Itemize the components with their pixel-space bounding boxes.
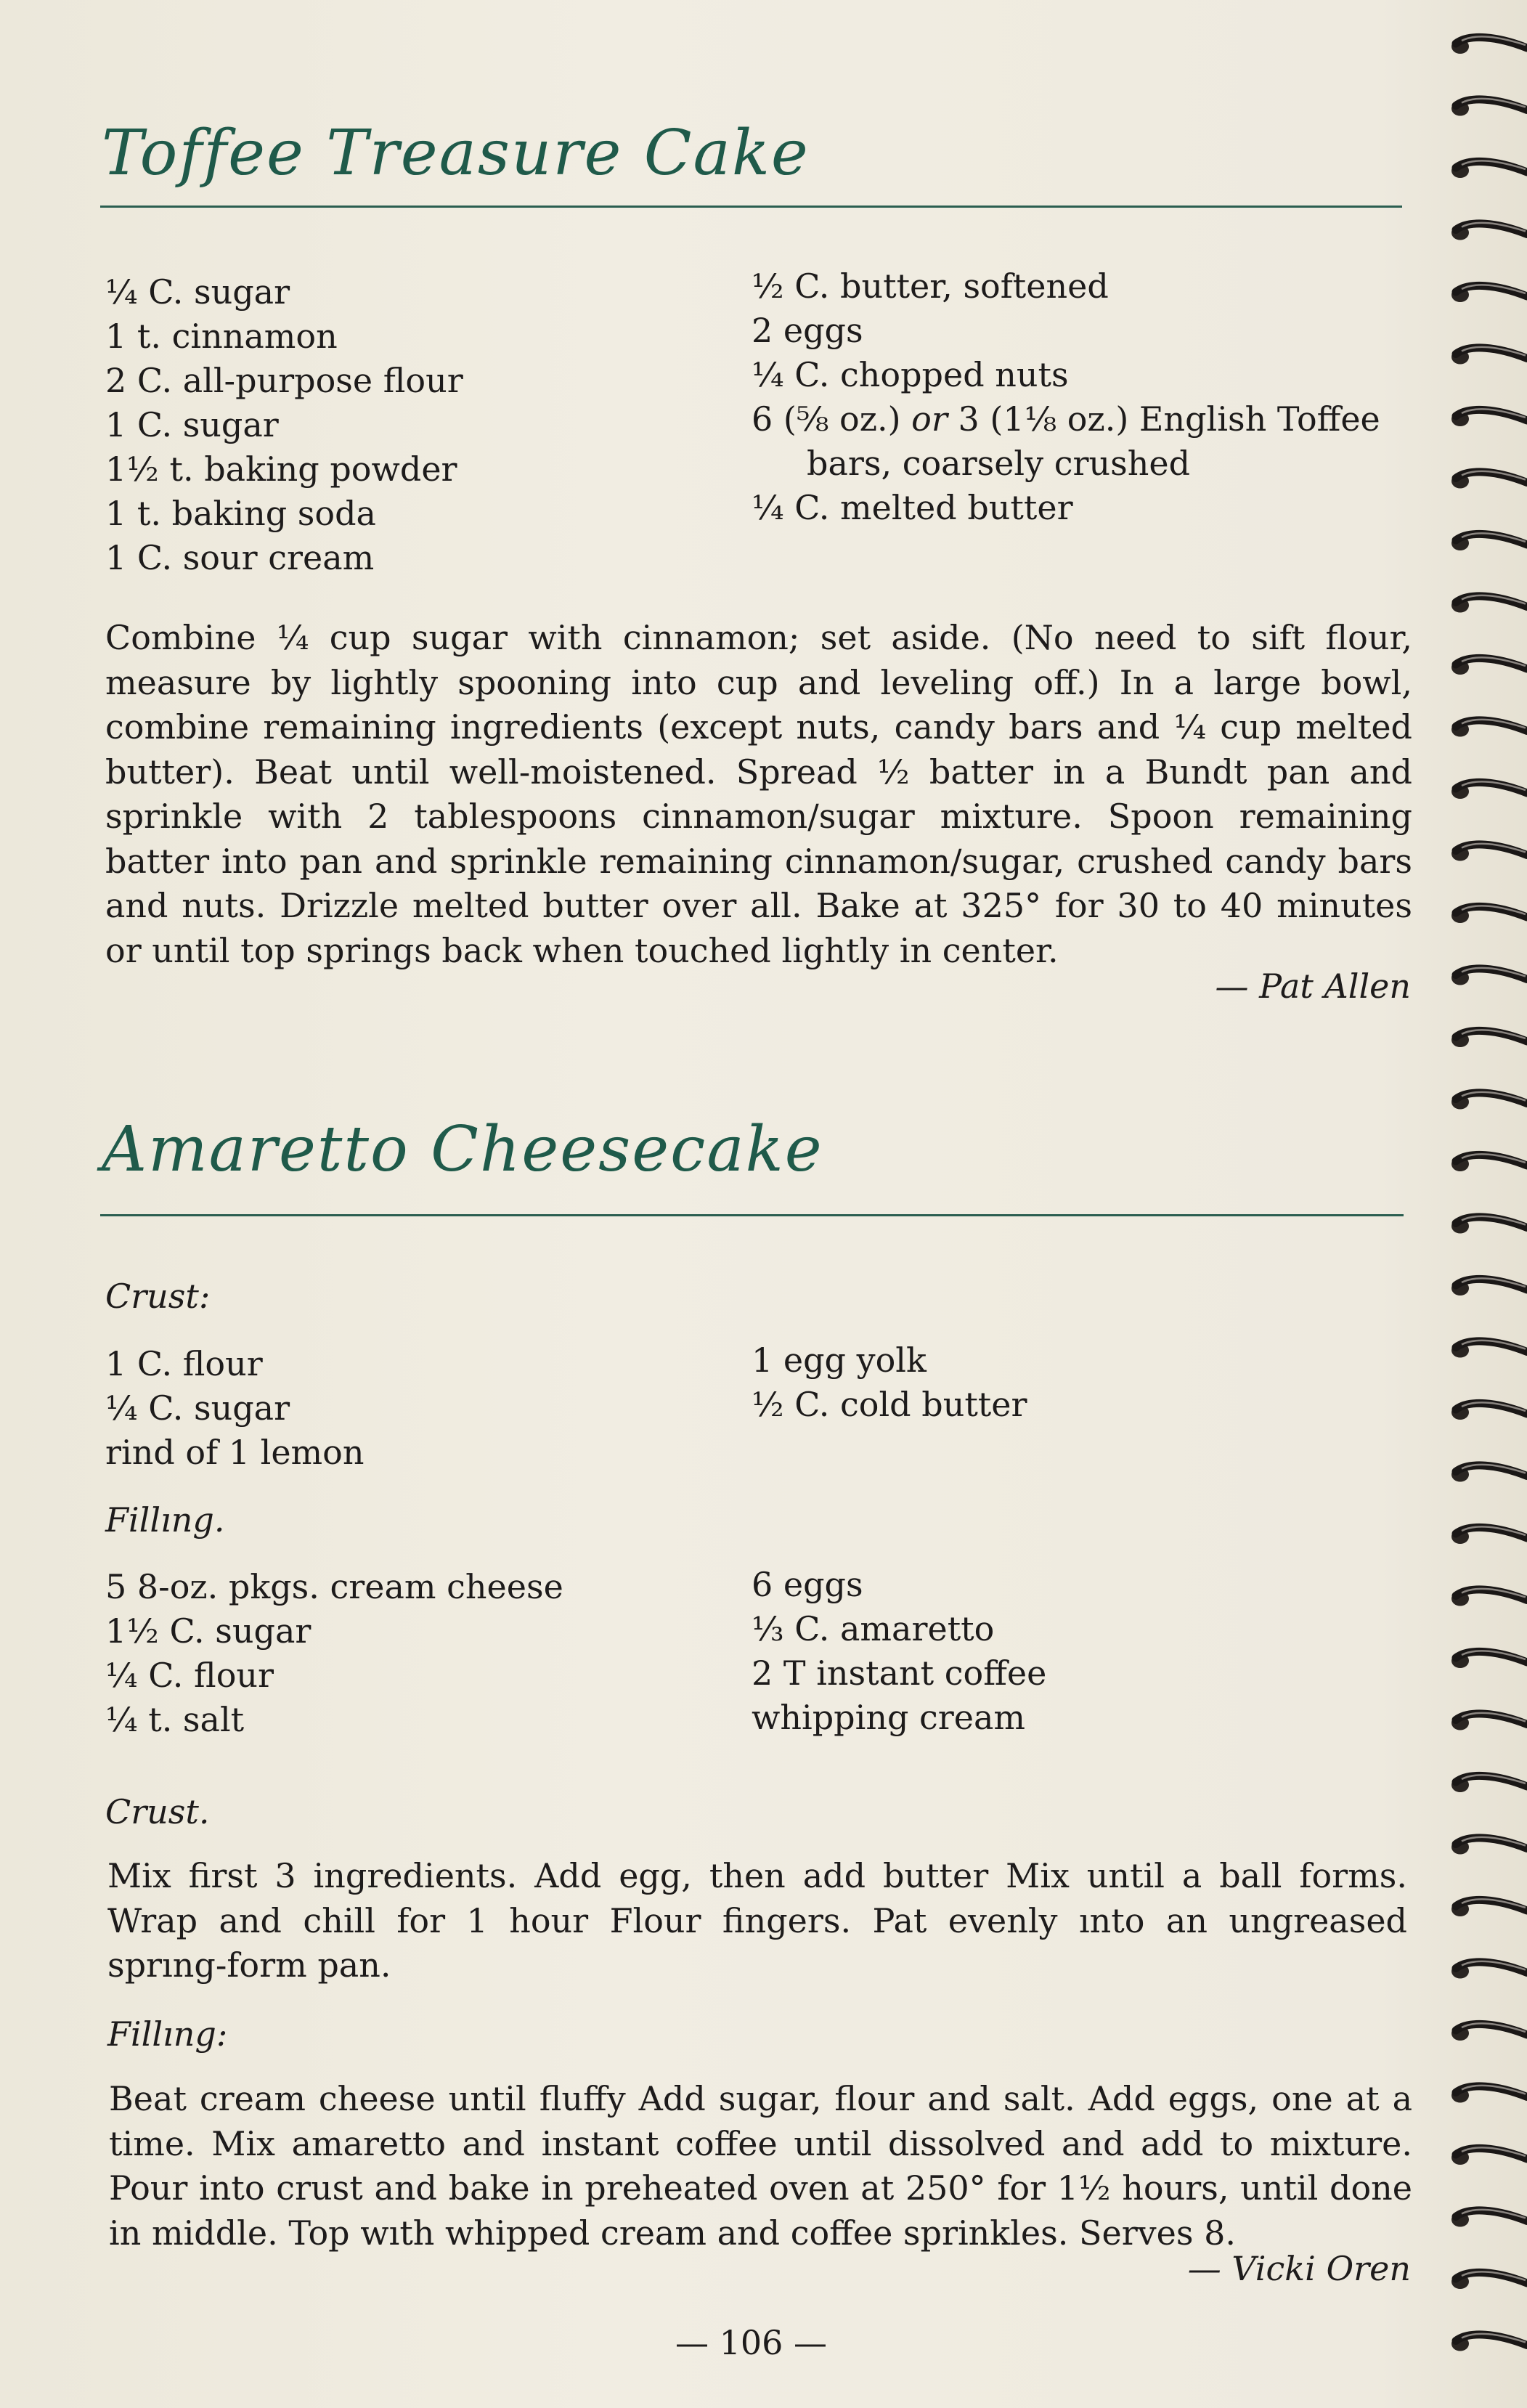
ingredient-item: 2 C. all-purpose flour: [105, 361, 463, 400]
ingredient-item: ¼ C. sugar: [105, 1388, 290, 1428]
directions-text: Beat cream cheese until fluffy Add sugar, flour and salt. Add eggs, one at a time. Mix amaretto and instant coffee until dissolved and add to mixture. Pour into crust and bake in preheated oven at 250° for 1½ hours, until done in middle. Top wıth whipped cream and coffee sprinkles. Serves 8.: [109, 2079, 1412, 2253]
spiral-coil: [1451, 968, 1527, 985]
ingredient-item: 1½ t. baking powder: [105, 450, 457, 489]
section-label-filling-directions: Fillıng:: [107, 2014, 228, 2054]
ingredient-item: 1 C. sugar: [105, 405, 279, 444]
ingredients-right-column: [752, 264, 1380, 530]
directions-text: Mix first 3 ingredients. Add egg, then add butter Mix until a ball forms. Wrap and chill for 1 hour Flour fingers. Pat evenly ınto an ungreased sprıng-form pan.: [107, 1856, 1407, 1985]
ingredient-item: 1 egg yolk: [752, 1341, 927, 1380]
spiral-coil: [1451, 1526, 1527, 1544]
ingredient-item: 2 eggs: [752, 311, 863, 350]
ingredient-item: whipping cream: [752, 1698, 1026, 1737]
ingredient-item: 1 C. flour: [105, 1344, 263, 1383]
spiral-coil: [1451, 1465, 1527, 1482]
ingredient-item: 1½ C. sugar: [105, 1611, 311, 1651]
spiral-coil: [1451, 533, 1527, 550]
spiral-coil: [1451, 285, 1527, 302]
crust-ingredients-left: [105, 1342, 365, 1475]
spiral-coil: [1451, 1030, 1527, 1047]
spiral-coil: [1451, 1713, 1527, 1730]
spiral-coil: [1451, 2334, 1527, 2351]
directions-text: Combine ¼ cup sugar with cinnamon; set aside. (No need to sift flour, measure by lightly spooning into cup and leveling off.) In a large bowl, combine remaining ingredients (except nuts, candy bars and ¼ cup melted butter). Beat until well-moistened. Spread ½ batter in a Bundt pan and sprinkle with 2 tablespoons cinnamon/sugar mixture. Spoon remaining batter into pan and sprinkle remaining cinnamon/sugar, crushed candy bars and nuts. Drizzle melted butter over all. Bake at 325° for 30 to 40 minutes or until top springs back when touched lightly in center.: [105, 618, 1412, 970]
spiral-coil: [1451, 1899, 1527, 1916]
spiral-coil: [1451, 2023, 1527, 2041]
ingredient-item: 1 C. sour cream: [105, 538, 375, 577]
filling-ingredients-left: [105, 1565, 563, 1742]
spiral-coil: [1451, 844, 1527, 861]
spiral-coil: [1451, 1775, 1527, 1792]
recipe-credit: — Vicki Oren: [1187, 2249, 1411, 2288]
ingredient-item: ¼ C. sugar: [105, 272, 290, 312]
spiral-coil: [1451, 1837, 1527, 1855]
ingredient-item: ¼ C. chopped nuts: [752, 355, 1069, 394]
ingredient-item: 2 T instant coffee: [752, 1654, 1047, 1693]
spiral-coil: [1451, 1216, 1527, 1234]
filling-ingredients-right: [752, 1563, 1046, 1740]
spiral-coil: [1451, 595, 1527, 613]
ingredient-item: 6 (⅝ oz.) or 3 (1⅛ oz.) English Toffee: [752, 399, 1380, 439]
ingredient-item: rind of 1 lemon: [105, 1433, 365, 1472]
spiral-coil: [1451, 1651, 1527, 1668]
page-number: — 106 —: [675, 2323, 828, 2362]
ingredient-item: ⅓ C. amaretto: [752, 1609, 995, 1648]
spiral-coil: [1451, 36, 1527, 54]
spiral-coil: [1451, 1402, 1527, 1420]
spiral-coil: [1451, 160, 1527, 178]
recipe-title-amaretto-cheesecake: Amaretto Cheesecake: [102, 1113, 823, 1186]
spiral-coil: [1451, 2086, 1527, 2103]
recipe-title-toffee-treasure-cake: Toffee Treasure Cake: [102, 117, 810, 190]
spiral-coil: [1451, 223, 1527, 240]
filling-directions: [109, 2077, 1412, 2256]
recipe-credit: — Pat Allen: [1215, 967, 1411, 1006]
spiral-coil: [1451, 409, 1527, 426]
section-label-crust: Crust:: [105, 1277, 211, 1316]
spiral-coil: [1451, 781, 1527, 799]
spiral-coil: [1451, 347, 1527, 365]
spiral-coil: [1451, 99, 1527, 116]
ingredients-left-column: [105, 270, 463, 580]
spiral-coil: [1451, 2271, 1527, 2289]
ingredient-item: 1 t. cinnamon: [105, 317, 338, 356]
ingredient-item: 5 8-oz. pkgs. cream cheese: [105, 1567, 563, 1606]
spiral-coil: [1451, 1961, 1527, 1979]
section-label-crust-directions: Crust.: [105, 1792, 210, 1831]
ingredient-item: ¼ C. flour: [105, 1656, 274, 1695]
ingredient-item: ¼ t. salt: [105, 1700, 245, 1739]
crust-directions: [107, 1854, 1407, 1988]
section-label-filling: Fillıng.: [105, 1500, 225, 1539]
spiral-coil: [1451, 1092, 1527, 1110]
spiral-coil: [1451, 471, 1527, 489]
spiral-coil: [1451, 720, 1527, 737]
spiral-binding-icon: [1440, 0, 1527, 2408]
spiral-coil: [1451, 2147, 1527, 2165]
spiral-coil: [1451, 1278, 1527, 1295]
ingredient-item: ½ C. butter, softened: [752, 267, 1109, 306]
recipe-directions: [105, 616, 1412, 973]
spiral-coil: [1451, 2210, 1527, 2227]
ingredient-item: ½ C. cold butter: [752, 1385, 1027, 1424]
spiral-coil: [1451, 906, 1527, 923]
spiral-coil: [1451, 1154, 1527, 1171]
spiral-coil: [1451, 657, 1527, 675]
ingredient-item: ¼ C. melted butter: [752, 488, 1073, 527]
crust-ingredients-right: [752, 1338, 1027, 1427]
title-underline: [100, 1214, 1404, 1216]
ingredient-item-continued: bars, coarsely crushed: [807, 444, 1191, 483]
spiral-coil: [1451, 1341, 1527, 1358]
title-underline: [100, 206, 1402, 208]
ingredient-item: 6 eggs: [752, 1565, 863, 1604]
ingredient-item: 1 t. baking soda: [105, 494, 376, 533]
spiral-coil: [1451, 1589, 1527, 1606]
